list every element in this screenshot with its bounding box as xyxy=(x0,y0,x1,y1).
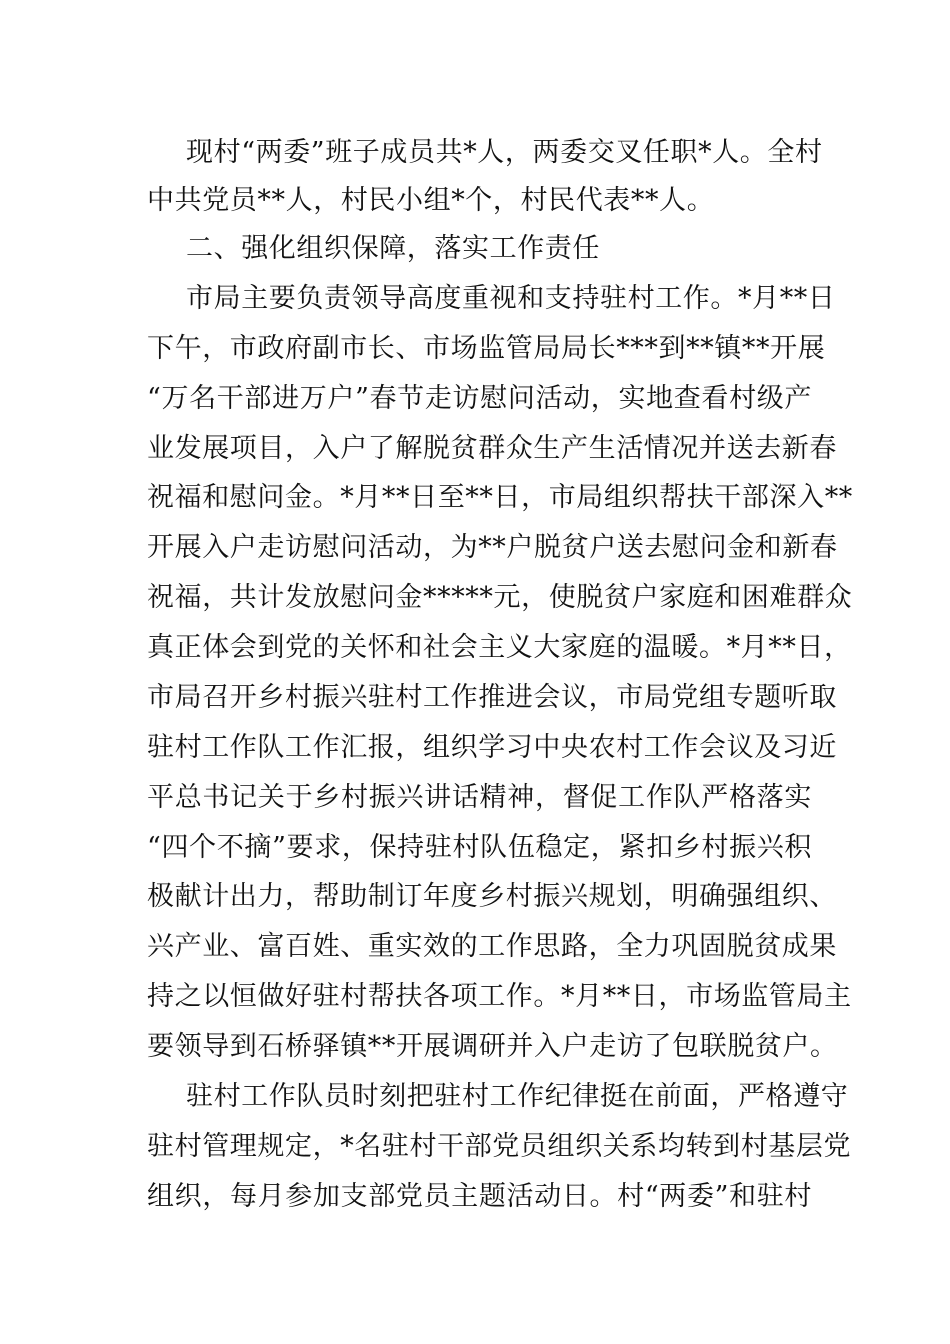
text-line: 祝福，共计发放慰问金*****元，使脱贫户家庭和困难群众 xyxy=(147,582,853,613)
text-line: 开展入户走访慰问活动，为**户脱贫户送去慰问金和新春 xyxy=(147,532,838,563)
text-line: 驻村工作队工作汇报，组织学习中央农村工作会议及习近 xyxy=(147,732,837,763)
text-line: 祝福和慰问金。*月**日至**日，市局组织帮扶干部深入** xyxy=(147,482,853,513)
text-line: 下午，市政府副市长、市场监管局局长***到**镇**开展 xyxy=(147,333,826,364)
text-line: 组织，每月参加支部党员主题活动日。村“两委”和驻村 xyxy=(147,1181,812,1212)
text-line: 兴产业、富百姓、重实效的工作思路，全力巩固脱贫成果 xyxy=(147,931,837,962)
section-heading: 二、强化组织保障，落实工作责任 xyxy=(186,233,600,264)
text-line: 业发展项目，入户了解脱贫群众生产生活情况并送去新春 xyxy=(147,433,837,464)
text-line: 驻村管理规定，*名驻村干部党员组织关系均转到村基层党 xyxy=(147,1131,852,1162)
text-line: 现村“两委”班子成员共*人，两委交叉任职*人。全村 xyxy=(186,137,823,168)
text-line: 极献计出力，帮助制订年度乡村振兴规划，明确强组织、 xyxy=(147,881,837,912)
text-line: 持之以恒做好驻村帮扶各项工作。*月**日，市场监管局主 xyxy=(147,981,852,1012)
text-line: 市局主要负责领导高度重视和支持驻村工作。*月**日 xyxy=(186,283,836,314)
text-line: “万名干部进万户”春节走访慰问活动，实地查看村级产 xyxy=(147,383,812,414)
text-line: 市局召开乡村振兴驻村工作推进会议，市局党组专题听取 xyxy=(147,682,837,713)
text-line: 平总书记关于乡村振兴讲话精神，督促工作队严格落实 xyxy=(147,782,812,813)
text-line: 中共党员**人，村民小组*个，村民代表**人。 xyxy=(147,185,715,216)
text-line: 要领导到石桥驿镇**开展调研并入户走访了包联脱贫户。 xyxy=(147,1031,838,1062)
text-line: 驻村工作队员时刻把驻村工作纪律挺在前面，严格遵守 xyxy=(186,1081,849,1112)
text-line: 真正体会到党的关怀和社会主义大家庭的温暖。*月**日， xyxy=(147,632,852,663)
text-line: “四个不摘”要求，保持驻村队伍稳定，紧扣乡村振兴积 xyxy=(147,832,812,863)
